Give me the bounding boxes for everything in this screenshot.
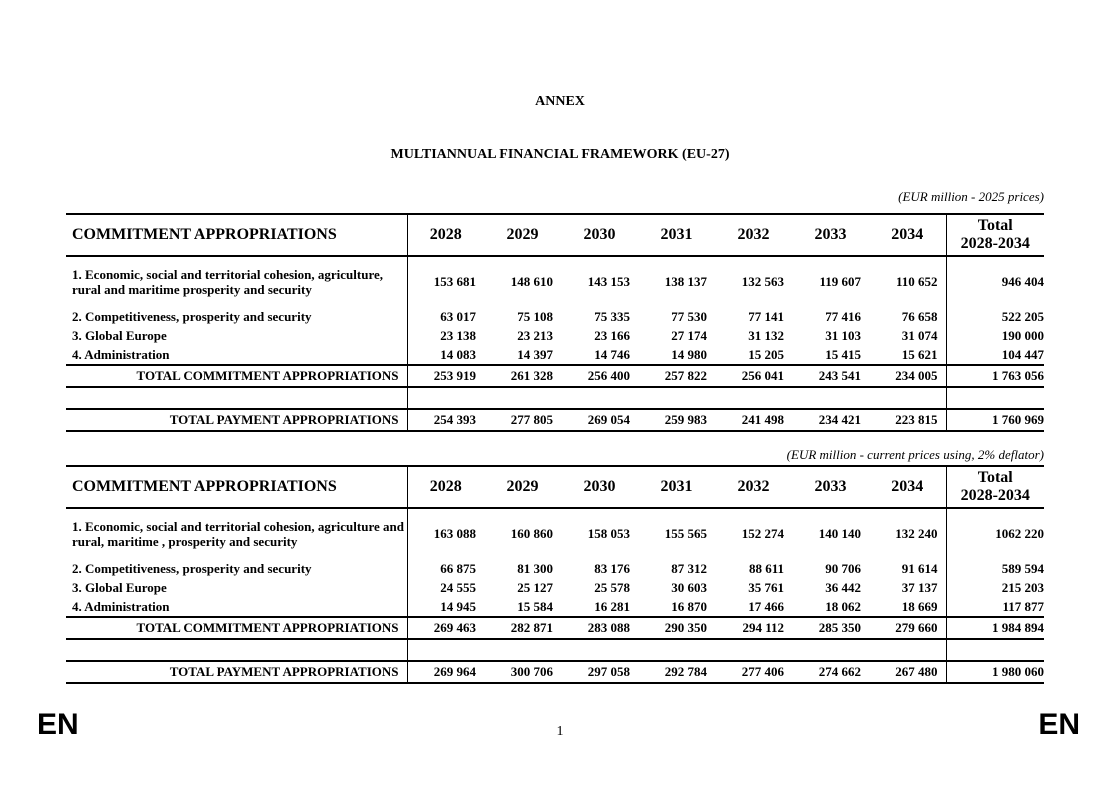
total-payment-value: 277 805: [484, 409, 561, 431]
row-value: 140 140: [818, 526, 861, 541]
total-commitment-value: 261 328: [484, 365, 561, 387]
row-total: 946 404: [1001, 274, 1044, 289]
table-row: [66, 578, 1044, 597]
row-value: 31 132: [748, 327, 784, 343]
row-value: 63 017: [440, 308, 476, 324]
total-payment-value: 254 393: [407, 409, 484, 431]
unit-note-constant-prices: (EUR million - 2025 prices): [898, 189, 1044, 204]
header-year: 2029: [484, 214, 561, 256]
total-payment-label: TOTAL PAYMENT APPROPRIATIONS: [66, 409, 407, 431]
row-value: 83 176: [594, 560, 630, 576]
header-year: 2032: [715, 466, 792, 508]
language-label-left: EN: [37, 708, 79, 741]
row-total: 589 594: [1001, 560, 1044, 576]
row-value: 155 565: [664, 526, 707, 541]
row-value: 14 980: [671, 346, 707, 362]
header-year: 2034: [869, 214, 946, 256]
table-row: [66, 597, 1044, 617]
spacer-row: [66, 639, 1044, 661]
row-value: 27 174: [671, 327, 707, 343]
row-value: 30 603: [671, 579, 707, 595]
row-value: 16 281: [594, 598, 630, 614]
row-label: 3. Global Europe: [66, 578, 407, 597]
row-value: 87 312: [671, 560, 707, 576]
header-row: [66, 214, 1044, 256]
row-value: 14 945: [440, 598, 476, 614]
table-row: [66, 559, 1044, 578]
header-year: 2030: [561, 214, 638, 256]
row-total: 117 877: [1002, 598, 1044, 614]
row-value: 119 607: [819, 274, 861, 289]
row-value: 23 138: [440, 327, 476, 343]
row-label: 4. Administration: [66, 345, 407, 365]
total-payment-value: 277 406: [715, 661, 792, 683]
header-year: 2033: [792, 466, 869, 508]
total-commitment-value: 294 112: [715, 617, 792, 639]
total-payment-value: 234 421: [792, 409, 869, 431]
unit-note-current-prices: (EUR million - current prices using, 2% deflator): [786, 447, 1044, 462]
row-value: 36 442: [825, 579, 861, 595]
row-value: 138 137: [664, 274, 707, 289]
total-payment-value: 300 706: [484, 661, 561, 683]
row-value: 15 205: [748, 346, 784, 362]
row-value: 15 584: [517, 598, 553, 614]
header-year: 2031: [638, 466, 715, 508]
row-label: 3. Global Europe: [66, 326, 407, 345]
row-label: 4. Administration: [66, 597, 407, 617]
row-value: 25 127: [517, 579, 553, 595]
row-value: 153 681: [433, 274, 476, 289]
total-commitment-value: 234 005: [869, 365, 946, 387]
total-commitment-value: 256 400: [561, 365, 638, 387]
row-value: 77 416: [825, 308, 861, 324]
row-value: 132 240: [869, 508, 946, 559]
table-row: [66, 508, 1044, 559]
total-payment-value: 259 983: [638, 409, 715, 431]
row-value: 110 652: [869, 256, 946, 307]
language-label-right: EN: [1038, 708, 1080, 741]
header-year: 2033: [792, 214, 869, 256]
row-value: 18 062: [825, 598, 861, 614]
row-value: 90 706: [825, 560, 861, 576]
total-commitment-total: 1 763 056: [946, 365, 1044, 387]
header-total: Total 2028-2034: [946, 214, 1044, 256]
total-commitment-label: TOTAL COMMITMENT APPROPRIATIONS: [66, 617, 407, 639]
total-commitment-value: 257 822: [638, 365, 715, 387]
total-commitment-value: 290 350: [638, 617, 715, 639]
row-value: 77 141: [748, 308, 784, 324]
total-commitment-value: 285 350: [792, 617, 869, 639]
total-payment-value: 241 498: [715, 409, 792, 431]
row-value: 24 555: [440, 579, 476, 595]
header-year: 2031: [638, 214, 715, 256]
row-value: 77 530: [671, 308, 707, 324]
page-number: 1: [556, 724, 564, 739]
table-row: [66, 307, 1044, 326]
total-payment-value: 269 964: [407, 661, 484, 683]
row-value: 160 860: [510, 526, 553, 541]
total-payment-value: 297 058: [561, 661, 638, 683]
row-total: 190 000: [1001, 327, 1044, 343]
row-label: 1. Economic, social and territorial cohesion, agriculture, rural and maritime prosperity and security: [66, 256, 407, 307]
table-row: [66, 345, 1044, 365]
row-label: 2. Competitiveness, prosperity and security: [66, 307, 407, 326]
row-value: 158 053: [587, 526, 630, 541]
total-commitment-total: 1 984 894: [946, 617, 1044, 639]
header-year: 2034: [869, 466, 946, 508]
header-year: 2029: [484, 466, 561, 508]
table-row: [66, 256, 1044, 307]
row-value: 18 669: [869, 597, 946, 617]
row-value: 15 415: [825, 346, 861, 362]
row-value: 76 658: [869, 307, 946, 326]
row-value: 66 875: [440, 560, 476, 576]
row-value: 23 213: [517, 327, 553, 343]
total-commitment-value: 282 871: [484, 617, 561, 639]
row-value: 37 137: [869, 578, 946, 597]
annex-title: ANNEX: [535, 94, 585, 109]
row-value: 17 466: [748, 598, 784, 614]
total-commitment-label: TOTAL COMMITMENT APPROPRIATIONS: [66, 365, 407, 387]
row-value: 25 578: [594, 579, 630, 595]
header-year: 2032: [715, 214, 792, 256]
table-row: [66, 326, 1044, 345]
total-payment-row: [66, 409, 1044, 431]
row-value: 81 300: [517, 560, 553, 576]
total-payment-label: TOTAL PAYMENT APPROPRIATIONS: [66, 661, 407, 683]
framework-title: MULTIANNUAL FINANCIAL FRAMEWORK (EU-27): [390, 147, 730, 162]
row-value: 75 335: [594, 308, 630, 324]
row-value: 16 870: [671, 598, 707, 614]
row-total: 522 205: [1001, 308, 1044, 324]
table-current-prices: [66, 465, 1044, 684]
total-payment-row: [66, 661, 1044, 683]
row-value: 132 563: [741, 274, 784, 289]
header-label: COMMITMENT APPROPRIATIONS: [66, 466, 407, 508]
header-label: COMMITMENT APPROPRIATIONS: [66, 214, 407, 256]
total-commitment-row: [66, 617, 1044, 639]
table-constant-prices: [66, 213, 1044, 432]
row-value: 35 761: [748, 579, 784, 595]
total-payment-value: 292 784: [638, 661, 715, 683]
row-total: 215 203: [1001, 579, 1044, 595]
header-year: 2028: [407, 214, 484, 256]
total-payment-value: 269 054: [561, 409, 638, 431]
row-value: 91 614: [869, 559, 946, 578]
row-value: 88 611: [748, 560, 784, 576]
total-commitment-value: 253 919: [407, 365, 484, 387]
row-value: 148 610: [510, 274, 553, 289]
total-commitment-row: [66, 365, 1044, 387]
header-row: [66, 466, 1044, 508]
row-value: 14 746: [594, 346, 630, 362]
row-label: 1. Economic, social and territorial cohesion, agriculture and rural, maritime , prosperity and security: [66, 508, 407, 559]
row-value: 23 166: [594, 327, 630, 343]
total-payment-total: 1 760 969: [946, 409, 1044, 431]
total-commitment-value: 256 041: [715, 365, 792, 387]
row-total: 1062 220: [995, 526, 1044, 541]
total-commitment-value: 279 660: [869, 617, 946, 639]
row-value: 14 083: [440, 346, 476, 362]
total-payment-value: 223 815: [869, 409, 946, 431]
row-label: 2. Competitiveness, prosperity and security: [66, 559, 407, 578]
spacer-row: [66, 387, 1044, 409]
total-commitment-value: 283 088: [561, 617, 638, 639]
header-year: 2028: [407, 466, 484, 508]
row-value: 152 274: [741, 526, 784, 541]
total-commitment-value: 269 463: [407, 617, 484, 639]
row-value: 14 397: [517, 346, 553, 362]
total-payment-value: 267 480: [869, 661, 946, 683]
row-value: 143 153: [587, 274, 630, 289]
header-year: 2030: [561, 466, 638, 508]
total-payment-total: 1 980 060: [946, 661, 1044, 683]
header-total: Total 2028-2034: [946, 466, 1044, 508]
total-commitment-value: 243 541: [792, 365, 869, 387]
row-value: 163 088: [433, 526, 476, 541]
row-value: 75 108: [517, 308, 553, 324]
row-value: 15 621: [869, 345, 946, 365]
row-value: 31 074: [869, 326, 946, 345]
total-payment-value: 274 662: [792, 661, 869, 683]
row-total: 104 447: [1001, 346, 1044, 362]
row-value: 31 103: [825, 327, 861, 343]
